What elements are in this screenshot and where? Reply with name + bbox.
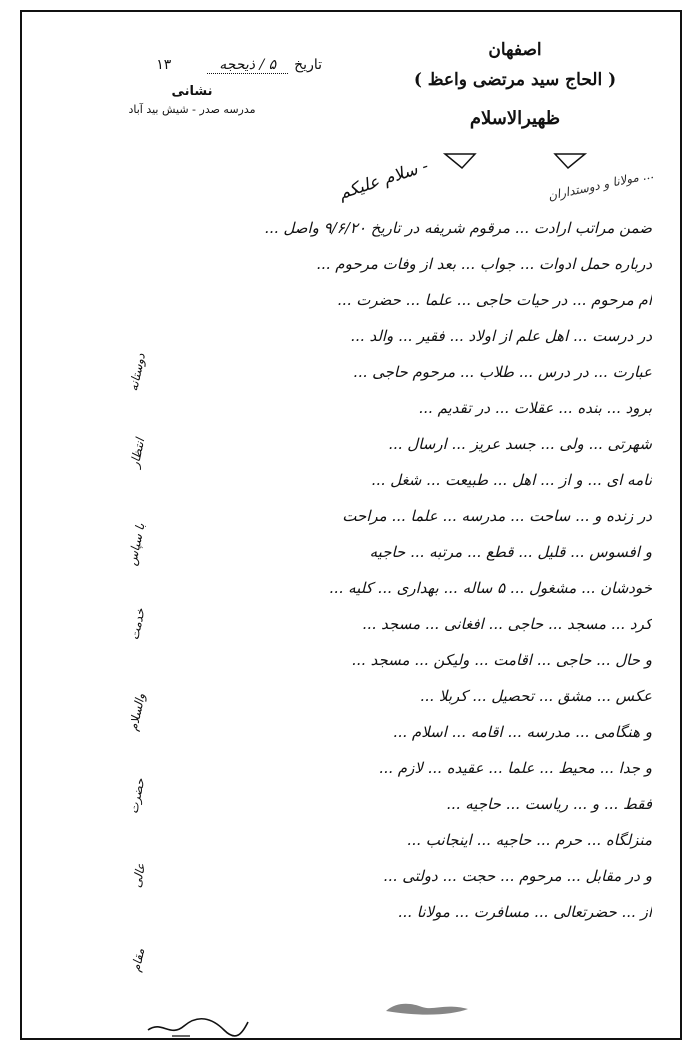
body-line: و افسوس ... قلیل ... قطع ... مرتبه ... حاجیه	[369, 543, 652, 561]
body-line: در زنده و ... ساحت ... مدرسه ... علما ... مراحت	[342, 507, 652, 525]
letterhead-name: ( الحاج سید مرتضی واعظ )	[413, 70, 617, 90]
body-line: و جدا ... محیط ... علما ... عقیده ... لازم ...	[378, 759, 652, 777]
letterhead-title: ظهیرالاسلام	[469, 108, 561, 129]
letterhead-city: اصفهان	[488, 40, 542, 60]
margin-note: والسلام	[126, 692, 148, 733]
margin-note: خدمت	[127, 607, 148, 642]
body-line: و هنگامی ... مدرسه ... اقامه ... اسلام ...	[392, 723, 652, 741]
body-line: خودشان ... مشغول ... ۵ ساله ... بهداری ... کلیه ...	[329, 579, 652, 597]
margin-note: دوستانه	[126, 352, 148, 393]
body-line: از ... حضرتعالی ... مسافرت ... مولانا ...	[397, 903, 652, 921]
address-value: مدرسه صدر - شیش بید آباد	[128, 103, 256, 116]
body-line: ام مرحوم ... در حیات حاجی ... علما ... حضرت ...	[337, 291, 652, 309]
body-line: عبارت ... در درس ... طلاب ... مرحوم حاجی ...	[353, 363, 652, 381]
body-line: شهرتی ... ولی ... جسد عریز ... ارسال ...	[388, 435, 652, 453]
date-label: تاریخ	[294, 57, 322, 73]
letter-body	[132, 210, 652, 930]
letter-sheet	[20, 10, 682, 1040]
signature	[142, 1012, 252, 1042]
margin-note: انتظار	[127, 437, 148, 469]
ink-smudge	[382, 997, 472, 1019]
body-line: نامه ای ... و از ... اهل ... طبیعت ... شغل ...	[371, 471, 652, 489]
date-line	[62, 57, 322, 74]
letterhead	[390, 40, 640, 129]
address-label: نشانی	[171, 84, 213, 99]
date-value: ۵ / ذیحجه	[207, 57, 288, 74]
date-year-suffix: ۱۳	[156, 57, 172, 73]
body-line: عکس ... مشق ... تحصیل ... کربلا ...	[419, 687, 652, 705]
body-line: و حال ... حاجی ... اقامت ... ولیکن ... مسجد ...	[351, 651, 652, 669]
margin-note: عالی	[128, 862, 148, 889]
body-line: برود ... بنده ... عقلات ... در تقدیم ...	[418, 399, 652, 417]
letterhead-ornament	[440, 150, 590, 172]
date-block	[62, 57, 322, 116]
body-line: درباره حمل ادوات ... جواب ... بعد از وفات مرحوم ...	[316, 255, 652, 273]
body-line: فقط ... و ... ریاست ... حاجیه ...	[446, 795, 652, 813]
body-line: منزلگاه ... حرم ... حاجیه ... اینجانب ...	[406, 831, 652, 849]
margin-note: مقام	[129, 947, 148, 973]
body-line: در درست ... اهل علم از اولاد ... فقیر ... والد ...	[350, 327, 652, 345]
body-line: ضمن مراتب ارادت ... مرقوم شریفه در تاریخ ۹/۶/۲۰ واصل ...	[264, 219, 652, 237]
margin-notes	[64, 352, 148, 1032]
body-line: کرد ... مسجد ... حاجی ... افغانی ... مسجد ...	[362, 615, 652, 633]
salutation: سلام علیکم -	[336, 156, 431, 204]
margin-note: حضرت	[126, 777, 148, 815]
top-right-note: مولانا و دوستداران ...	[547, 166, 656, 204]
margin-note: با سپاس	[125, 522, 148, 567]
body-line: و در مقابل ... مرحوم ... حجت ... دولتی ...	[383, 867, 652, 885]
